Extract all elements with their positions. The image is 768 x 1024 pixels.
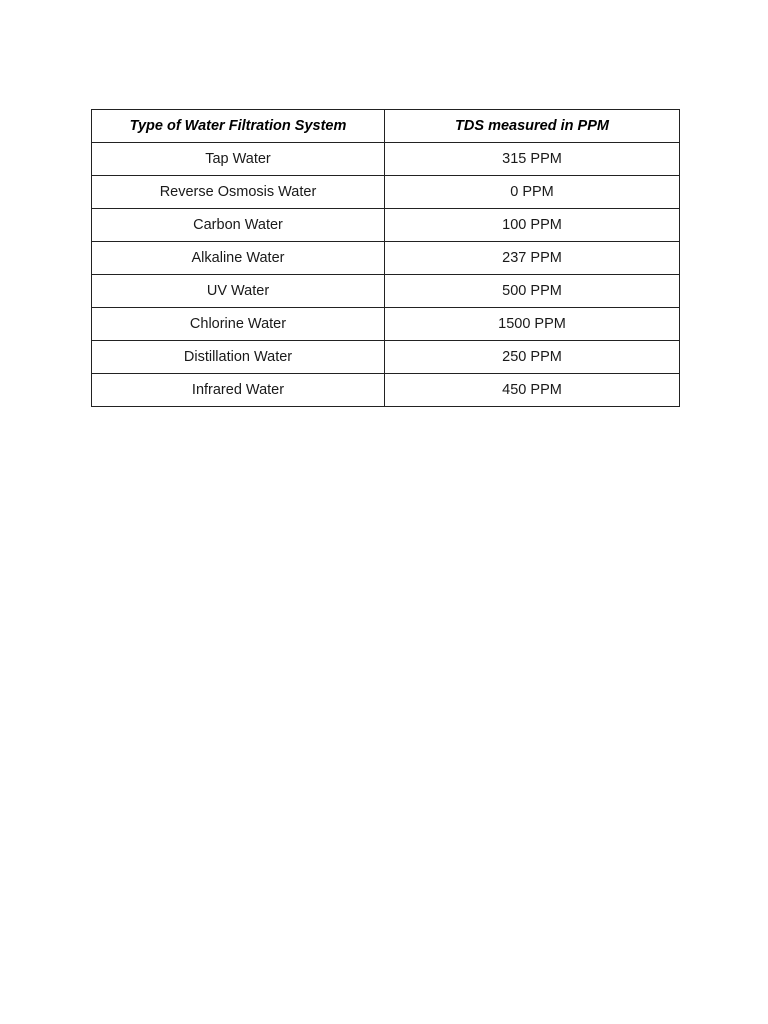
- filtration-type-cell: Alkaline Water: [92, 242, 385, 275]
- table-row: [92, 143, 680, 176]
- tds-value-cell: 237 PPM: [385, 242, 680, 275]
- table-row: [92, 275, 680, 308]
- filtration-type-cell: Tap Water: [92, 143, 385, 176]
- tds-value-cell: 100 PPM: [385, 209, 680, 242]
- table-row: [92, 308, 680, 341]
- table-row: [92, 374, 680, 407]
- tds-value-cell: 250 PPM: [385, 341, 680, 374]
- filtration-type-cell: Chlorine Water: [92, 308, 385, 341]
- tds-value-cell: 0 PPM: [385, 176, 680, 209]
- tds-value-cell: 1500 PPM: [385, 308, 680, 341]
- water-tds-table: [91, 109, 680, 407]
- filtration-type-cell: Reverse Osmosis Water: [92, 176, 385, 209]
- filtration-type-cell: Infrared Water: [92, 374, 385, 407]
- table-row: [92, 209, 680, 242]
- table-header-row: [92, 110, 680, 143]
- filtration-type-cell: UV Water: [92, 275, 385, 308]
- filtration-type-cell: Distillation Water: [92, 341, 385, 374]
- header-filtration-system: Type of Water Filtration System: [92, 110, 385, 143]
- tds-value-cell: 450 PPM: [385, 374, 680, 407]
- table-row: [92, 242, 680, 275]
- filtration-type-cell: Carbon Water: [92, 209, 385, 242]
- header-tds-ppm: TDS measured in PPM: [385, 110, 680, 143]
- table-row: [92, 341, 680, 374]
- table-row: [92, 176, 680, 209]
- tds-value-cell: 500 PPM: [385, 275, 680, 308]
- tds-value-cell: 315 PPM: [385, 143, 680, 176]
